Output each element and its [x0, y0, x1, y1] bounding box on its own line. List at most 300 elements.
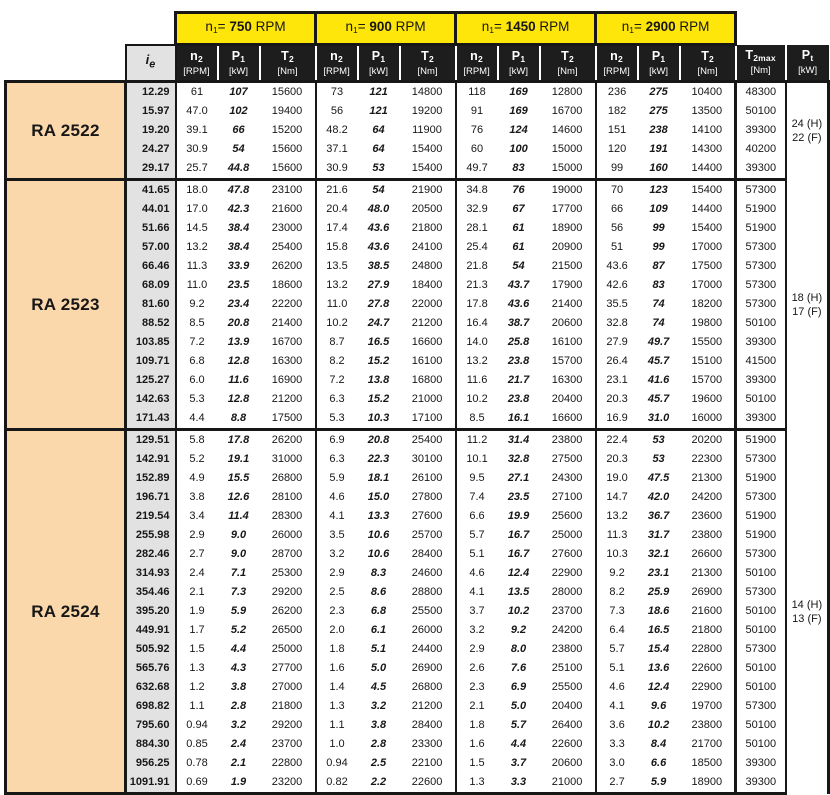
cell-n2-1450: 11.6 — [456, 371, 498, 390]
cell-p1-900: 24.7 — [358, 314, 400, 333]
cell-t2-2900: 18900 — [680, 773, 736, 794]
cell-t2-900: 24400 — [400, 640, 456, 659]
cell-p1-1450: 100 — [498, 140, 540, 159]
cell-p1-1450: 169 — [498, 82, 540, 103]
table-row — [6, 469, 829, 488]
cell-n2-900: 4.1 — [316, 507, 358, 526]
row-group-label-ra2524: RA 2524 — [6, 430, 126, 794]
cell-n2-1450: 1.5 — [456, 754, 498, 773]
cell-t2-750: 23700 — [260, 735, 316, 754]
cell-n2-750: 7.2 — [176, 333, 218, 352]
symbol-n2: $n_2$ — [330, 48, 343, 64]
cell-p1-900: 27.9 — [358, 276, 400, 295]
table-row — [6, 371, 829, 390]
cell-n2-2900: 9.2 — [596, 564, 638, 583]
cell-t2-1450: 20400 — [540, 697, 596, 716]
cell-p1-750: 3.2 — [218, 716, 260, 735]
cell-n2-1450: 3.7 — [456, 602, 498, 621]
speed-header-750rpm: $n_1= 750$ RPM — [176, 13, 316, 45]
cell-p1-750: 4.4 — [218, 640, 260, 659]
cell-t2-900: 21000 — [400, 390, 456, 409]
cell-t2-2900: 23800 — [680, 716, 736, 735]
cell-n2-2900: 2.7 — [596, 773, 638, 794]
cell-n2-900: 1.3 — [316, 697, 358, 716]
cell-t2max: 57300 — [736, 640, 786, 659]
cell-p1-2900: 42.0 — [638, 488, 680, 507]
cell-p1-900: 121 — [358, 82, 400, 103]
table-row — [6, 488, 829, 507]
cell-n2-2900: 43.6 — [596, 257, 638, 276]
cell-n2-750: 0.85 — [176, 735, 218, 754]
cell-p1-1450: 31.4 — [498, 430, 540, 451]
cell-t2-900: 20500 — [400, 200, 456, 219]
cell-t2-2900: 13500 — [680, 102, 736, 121]
cell-t2max: 57300 — [736, 276, 786, 295]
cell-n2-900: 1.6 — [316, 659, 358, 678]
cell-t2-1450: 15000 — [540, 140, 596, 159]
cell-t2-750: 22800 — [260, 754, 316, 773]
cell-t2-750: 16700 — [260, 333, 316, 352]
cell-p1-900: 5.0 — [358, 659, 400, 678]
cell-p1-2900: 12.4 — [638, 678, 680, 697]
speed-value: 750 — [229, 19, 252, 34]
cell-t2-1450: 14600 — [540, 121, 596, 140]
cell-n2-900: 3.5 — [316, 526, 358, 545]
cell-t2max: 57300 — [736, 238, 786, 257]
column-unit: [RPM] — [183, 65, 210, 77]
cell-n2-900: 0.94 — [316, 754, 358, 773]
cell-n2-2900: 3.3 — [596, 735, 638, 754]
cell-t2-1450: 20900 — [540, 238, 596, 257]
cell-t2-1450: 16600 — [540, 409, 596, 430]
cell-t2max: 50100 — [736, 659, 786, 678]
cell-p1-750: 3.8 — [218, 678, 260, 697]
cell-t2-2900: 21700 — [680, 735, 736, 754]
table-header — [6, 13, 829, 82]
cell-t2-900: 22100 — [400, 754, 456, 773]
cell-n2-750: 6.8 — [176, 352, 218, 371]
cell-p1-1450: 124 — [498, 121, 540, 140]
cell-t2-900: 15400 — [400, 159, 456, 180]
column-unit: [kW] — [798, 64, 818, 76]
cell-t2max: 57300 — [736, 488, 786, 507]
cell-p1-750: 8.8 — [218, 409, 260, 430]
cell-n2-2900: 26.4 — [596, 352, 638, 371]
cell-t2-900: 16100 — [400, 352, 456, 371]
cell-t2-750: 25300 — [260, 564, 316, 583]
cell-n2-750: 5.2 — [176, 450, 218, 469]
cell-n2-750: 18.0 — [176, 180, 218, 201]
cell-p1-900: 3.2 — [358, 697, 400, 716]
cell-ie: 57.00 — [126, 238, 176, 257]
cell-n2-750: 47.0 — [176, 102, 218, 121]
symbol-n1: $n_1$ — [481, 19, 494, 35]
column-header-p1-900 — [358, 45, 400, 82]
cell-ie: 88.52 — [126, 314, 176, 333]
cell-n2-750: 8.5 — [176, 314, 218, 333]
cell-n2-900: 11.0 — [316, 295, 358, 314]
cell-p1-750: 20.8 — [218, 314, 260, 333]
cell-t2-750: 19400 — [260, 102, 316, 121]
cell-t2-2900: 16000 — [680, 409, 736, 430]
cell-t2-750: 27000 — [260, 678, 316, 697]
column-header-p1-1450 — [498, 45, 540, 82]
cell-n2-750: 39.1 — [176, 121, 218, 140]
cell-n2-1450: 2.3 — [456, 678, 498, 697]
cell-n2-1450: 13.2 — [456, 352, 498, 371]
cell-ie: 41.65 — [126, 180, 176, 201]
cell-p1-750: 42.3 — [218, 200, 260, 219]
cell-ie: 565.76 — [126, 659, 176, 678]
cell-t2-750: 21800 — [260, 697, 316, 716]
cell-p1-2900: 8.4 — [638, 735, 680, 754]
pt-line: 13 (F) — [792, 612, 822, 625]
cell-t2-900: 16800 — [400, 371, 456, 390]
cell-t2-750: 15200 — [260, 121, 316, 140]
cell-t2-2900: 19700 — [680, 697, 736, 716]
cell-t2-1450: 12800 — [540, 82, 596, 103]
cell-t2-1450: 27500 — [540, 450, 596, 469]
cell-t2max: 48300 — [736, 82, 786, 103]
symbol-Pt: $P_t$ — [801, 47, 814, 63]
cell-p1-900: 3.8 — [358, 716, 400, 735]
cell-ie: 884.30 — [126, 735, 176, 754]
cell-n2-1450: 7.4 — [456, 488, 498, 507]
cell-n2-1450: 2.1 — [456, 697, 498, 716]
cell-t2-900: 28400 — [400, 545, 456, 564]
cell-t2-900: 11900 — [400, 121, 456, 140]
cell-p1-900: 8.6 — [358, 583, 400, 602]
cell-p1-1450: 8.0 — [498, 640, 540, 659]
cell-p1-750: 102 — [218, 102, 260, 121]
cell-p1-1450: 23.5 — [498, 488, 540, 507]
cell-n2-1450: 1.6 — [456, 735, 498, 754]
cell-p1-750: 23.5 — [218, 276, 260, 295]
cell-t2-900: 26000 — [400, 621, 456, 640]
cell-p1-900: 13.3 — [358, 507, 400, 526]
cell-t2-2900: 22800 — [680, 640, 736, 659]
cell-ie: 505.92 — [126, 640, 176, 659]
cell-t2-1450: 26400 — [540, 716, 596, 735]
cell-t2-900: 24100 — [400, 238, 456, 257]
cell-p1-750: 15.5 — [218, 469, 260, 488]
cell-n2-900: 73 — [316, 82, 358, 103]
cell-n2-900: 5.3 — [316, 409, 358, 430]
cell-t2-2900: 15400 — [680, 219, 736, 238]
cell-t2max: 51900 — [736, 219, 786, 238]
cell-t2-750: 21600 — [260, 200, 316, 219]
cell-p1-750: 54 — [218, 140, 260, 159]
header-spacer-right — [736, 13, 829, 45]
cell-n2-1450: 6.6 — [456, 507, 498, 526]
cell-p1-900: 22.3 — [358, 450, 400, 469]
cell-n2-1450: 11.2 — [456, 430, 498, 451]
cell-n2-1450: 32.9 — [456, 200, 498, 219]
cell-p1-2900: 109 — [638, 200, 680, 219]
cell-t2max: 57300 — [736, 180, 786, 201]
speed-value: 2900 — [645, 19, 676, 34]
cell-n2-900: 30.9 — [316, 159, 358, 180]
cell-n2-900: 17.4 — [316, 219, 358, 238]
symbol-ie: $i_e$ — [145, 52, 156, 72]
cell-t2max: 39300 — [736, 773, 786, 794]
column-header-p1-2900 — [638, 45, 680, 82]
cell-ie: 282.46 — [126, 545, 176, 564]
cell-t2max: 41500 — [736, 352, 786, 371]
cell-p1-2900: 41.6 — [638, 371, 680, 390]
cell-t2-900: 21200 — [400, 314, 456, 333]
cell-n2-2900: 151 — [596, 121, 638, 140]
cell-t2-1450: 22900 — [540, 564, 596, 583]
cell-t2-750: 26000 — [260, 526, 316, 545]
cell-n2-2900: 3.6 — [596, 716, 638, 735]
cell-n2-750: 2.7 — [176, 545, 218, 564]
cell-p1-900: 38.5 — [358, 257, 400, 276]
cell-t2max: 50100 — [736, 735, 786, 754]
cell-n2-2900: 6.4 — [596, 621, 638, 640]
cell-t2-2900: 18200 — [680, 295, 736, 314]
cell-p1-750: 4.3 — [218, 659, 260, 678]
cell-n2-900: 21.6 — [316, 180, 358, 201]
cell-n2-1450: 4.6 — [456, 564, 498, 583]
cell-t2-2900: 17000 — [680, 238, 736, 257]
table-row — [6, 450, 829, 469]
cell-n2-2900: 5.1 — [596, 659, 638, 678]
cell-n2-2900: 3.0 — [596, 754, 638, 773]
cell-n2-750: 2.9 — [176, 526, 218, 545]
cell-n2-2900: 35.5 — [596, 295, 638, 314]
cell-p1-2900: 31.0 — [638, 409, 680, 430]
cell-p1-1450: 16.7 — [498, 545, 540, 564]
cell-t2-900: 14800 — [400, 82, 456, 103]
cell-t2-900: 25500 — [400, 602, 456, 621]
column-header-n2-2900 — [596, 45, 638, 82]
cell-n2-2900: 236 — [596, 82, 638, 103]
column-header-pt — [786, 45, 829, 82]
cell-n2-2900: 56 — [596, 219, 638, 238]
cell-t2-2900: 15500 — [680, 333, 736, 352]
cell-t2-1450: 15700 — [540, 352, 596, 371]
cell-p1-900: 8.3 — [358, 564, 400, 583]
cell-t2-750: 28300 — [260, 507, 316, 526]
cell-t2-900: 26100 — [400, 469, 456, 488]
symbol-n2: $n_2$ — [190, 48, 203, 64]
cell-n2-2900: 19.0 — [596, 469, 638, 488]
cell-n2-1450: 14.0 — [456, 333, 498, 352]
cell-t2-1450: 25600 — [540, 507, 596, 526]
cell-t2max: 39300 — [736, 371, 786, 390]
cell-ie: 449.91 — [126, 621, 176, 640]
cell-p1-900: 2.2 — [358, 773, 400, 794]
cell-t2max: 50100 — [736, 621, 786, 640]
cell-t2-1450: 23800 — [540, 430, 596, 451]
cell-n2-900: 7.2 — [316, 371, 358, 390]
cell-t2max: 57300 — [736, 257, 786, 276]
cell-ie: 142.91 — [126, 450, 176, 469]
column-unit: [Nm] — [750, 64, 771, 76]
cell-t2-1450: 16100 — [540, 333, 596, 352]
cell-p1-2900: 6.6 — [638, 754, 680, 773]
cell-t2-750: 22200 — [260, 295, 316, 314]
cell-p1-750: 2.4 — [218, 735, 260, 754]
cell-p1-750: 23.4 — [218, 295, 260, 314]
cell-ie: 129.51 — [126, 430, 176, 451]
cell-t2-2900: 21300 — [680, 564, 736, 583]
cell-n2-750: 0.94 — [176, 716, 218, 735]
cell-p1-900: 54 — [358, 180, 400, 201]
cell-n2-750: 25.7 — [176, 159, 218, 180]
cell-t2max: 40200 — [736, 140, 786, 159]
cell-n2-750: 13.2 — [176, 238, 218, 257]
cell-t2-750: 26800 — [260, 469, 316, 488]
cell-p1-2900: 53 — [638, 430, 680, 451]
pt-line: 22 (F) — [792, 132, 822, 145]
cell-n2-1450: 76 — [456, 121, 498, 140]
cell-t2-750: 16300 — [260, 352, 316, 371]
cell-p1-2900: 160 — [638, 159, 680, 180]
cell-n2-1450: 21.8 — [456, 257, 498, 276]
column-header-t2-900 — [400, 45, 456, 82]
cell-p1-2900: 99 — [638, 238, 680, 257]
cell-p1-900: 48.0 — [358, 200, 400, 219]
cell-t2-750: 23200 — [260, 773, 316, 794]
symbol-n1: $n_1$ — [621, 19, 634, 35]
cell-p1-900: 64 — [358, 140, 400, 159]
cell-t2-750: 28700 — [260, 545, 316, 564]
cell-n2-1450: 17.8 — [456, 295, 498, 314]
cell-n2-1450: 91 — [456, 102, 498, 121]
cell-p1-750: 13.9 — [218, 333, 260, 352]
cell-t2-1450: 21000 — [540, 773, 596, 794]
cell-t2-2900: 14300 — [680, 140, 736, 159]
cell-n2-2900: 27.9 — [596, 333, 638, 352]
cell-ie: 956.25 — [126, 754, 176, 773]
cell-n2-1450: 28.1 — [456, 219, 498, 238]
cell-n2-750: 0.69 — [176, 773, 218, 794]
cell-ie: 314.93 — [126, 564, 176, 583]
symbol-T2: $T_2$ — [281, 48, 294, 64]
pt-line: 18 (H) — [791, 291, 823, 304]
cell-t2max: 57300 — [736, 545, 786, 564]
column-header-t2-750 — [260, 45, 316, 82]
cell-t2-2900: 22300 — [680, 450, 736, 469]
cell-n2-1450: 2.9 — [456, 640, 498, 659]
table-row — [6, 82, 829, 103]
cell-n2-900: 13.2 — [316, 276, 358, 295]
cell-t2-1450: 22600 — [540, 735, 596, 754]
cell-p1-900: 2.8 — [358, 735, 400, 754]
cell-p1-750: 44.8 — [218, 159, 260, 180]
cell-n2-1450: 4.1 — [456, 583, 498, 602]
cell-p1-900: 2.5 — [358, 754, 400, 773]
cell-t2-900: 26900 — [400, 659, 456, 678]
cell-t2max: 57300 — [736, 697, 786, 716]
cell-t2-750: 15600 — [260, 82, 316, 103]
cell-p1-2900: 45.7 — [638, 390, 680, 409]
cell-p1-750: 1.9 — [218, 773, 260, 794]
cell-t2-2900: 17500 — [680, 257, 736, 276]
cell-p1-750: 17.8 — [218, 430, 260, 451]
cell-ie: 109.71 — [126, 352, 176, 371]
cell-p1-2900: 18.6 — [638, 602, 680, 621]
column-header-t2-2900 — [680, 45, 736, 82]
cell-p1-2900: 275 — [638, 102, 680, 121]
cell-n2-2900: 11.3 — [596, 526, 638, 545]
speed-header-1450rpm: $n_1= 1450$ RPM — [456, 13, 596, 45]
cell-p1-2900: 99 — [638, 219, 680, 238]
cell-t2max: 50100 — [736, 564, 786, 583]
cell-t2max: 50100 — [736, 102, 786, 121]
speed-value: 900 — [369, 19, 392, 34]
cell-p1-1450: 10.2 — [498, 602, 540, 621]
cell-n2-900: 1.4 — [316, 678, 358, 697]
cell-t2-900: 16600 — [400, 333, 456, 352]
cell-p1-1450: 16.1 — [498, 409, 540, 430]
cell-t2-1450: 24200 — [540, 621, 596, 640]
cell-t2-900: 30100 — [400, 450, 456, 469]
cell-n2-750: 1.1 — [176, 697, 218, 716]
cell-p1-1450: 23.8 — [498, 390, 540, 409]
symbol-n1: $n_1$ — [345, 19, 358, 35]
cell-p1-2900: 275 — [638, 82, 680, 103]
column-unit: [RPM] — [463, 65, 490, 77]
cell-t2-900: 15400 — [400, 140, 456, 159]
cell-p1-2900: 9.6 — [638, 697, 680, 716]
cell-n2-750: 11.0 — [176, 276, 218, 295]
cell-p1-900: 121 — [358, 102, 400, 121]
cell-t2-750: 21400 — [260, 314, 316, 333]
cell-n2-900: 10.2 — [316, 314, 358, 333]
cell-p1-1450: 32.8 — [498, 450, 540, 469]
cell-t2-750: 15600 — [260, 159, 316, 180]
cell-p1-900: 64 — [358, 121, 400, 140]
cell-p1-900: 18.1 — [358, 469, 400, 488]
table-row — [6, 257, 829, 276]
cell-n2-900: 13.5 — [316, 257, 358, 276]
cell-p1-900: 27.8 — [358, 295, 400, 314]
table-row — [6, 583, 829, 602]
column-header-p1-750 — [218, 45, 260, 82]
column-header-n2-900 — [316, 45, 358, 82]
cell-n2-2900: 22.4 — [596, 430, 638, 451]
cell-t2-1450: 20600 — [540, 314, 596, 333]
table-row — [6, 390, 829, 409]
cell-ie: 24.27 — [126, 140, 176, 159]
cell-t2-1450: 20600 — [540, 754, 596, 773]
cell-pt — [786, 82, 829, 180]
cell-t2-900: 27800 — [400, 488, 456, 507]
cell-n2-2900: 5.7 — [596, 640, 638, 659]
cell-n2-900: 48.2 — [316, 121, 358, 140]
cell-ie: 12.29 — [126, 82, 176, 103]
cell-n2-1450: 10.2 — [456, 390, 498, 409]
cell-t2-750: 23100 — [260, 180, 316, 201]
cell-n2-750: 6.0 — [176, 371, 218, 390]
cell-n2-2900: 10.3 — [596, 545, 638, 564]
header-row-speeds — [6, 13, 829, 45]
cell-n2-900: 37.1 — [316, 140, 358, 159]
cell-p1-750: 47.8 — [218, 180, 260, 201]
cell-p1-900: 43.6 — [358, 219, 400, 238]
cell-n2-1450: 5.7 — [456, 526, 498, 545]
cell-n2-1450: 2.6 — [456, 659, 498, 678]
table-body — [6, 82, 829, 794]
cell-ie: 44.01 — [126, 200, 176, 219]
cell-n2-750: 11.3 — [176, 257, 218, 276]
cell-t2-900: 25700 — [400, 526, 456, 545]
cell-n2-750: 9.2 — [176, 295, 218, 314]
cell-t2-900: 19200 — [400, 102, 456, 121]
